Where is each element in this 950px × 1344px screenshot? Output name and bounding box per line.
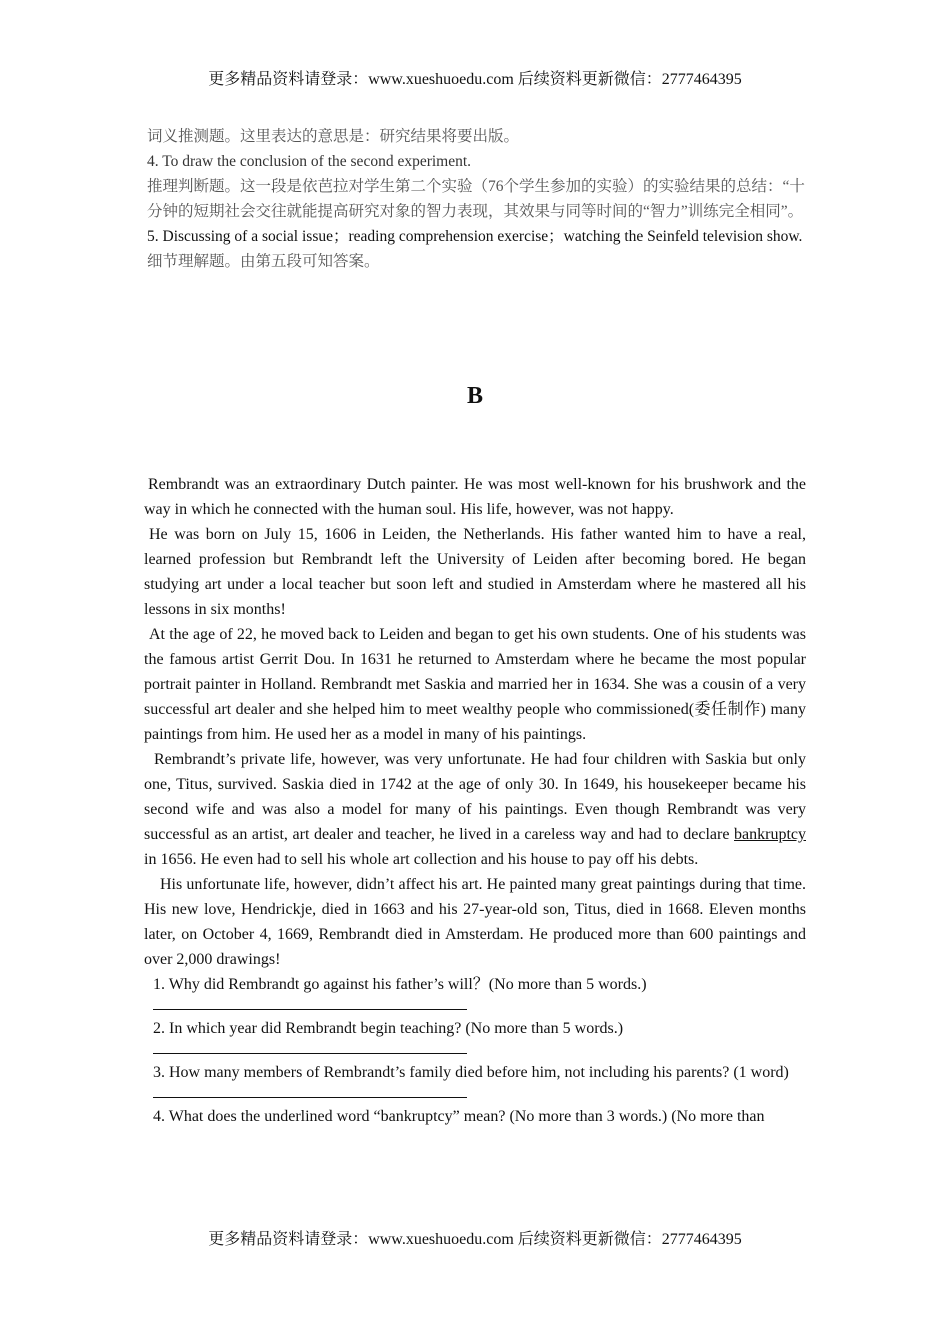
answer-line-1: 词义推测题。这里表达的意思是：研究结果将要出版。 bbox=[147, 128, 520, 145]
answer-blank-1[interactable] bbox=[153, 997, 467, 1010]
section-title: B bbox=[466, 383, 483, 409]
answer-4: 4. To draw the conclusion of the second experiment. bbox=[147, 153, 472, 170]
answer-5: 5. Discussing of a social issue；reading comprehension exercise；watching the Seinfeld television show. bbox=[147, 228, 803, 245]
question-2: 2. In which year did Rembrandt begin teaching? (No more than 5 words.) bbox=[153, 1020, 624, 1037]
answer-5-explanation: 细节理解题。由第五段可知答案。 bbox=[147, 253, 380, 270]
answer-explanations bbox=[147, 124, 807, 274]
question-4: 4. What does the underlined word “bankruptcy” mean? (No more than 3 words.) (No more than bbox=[153, 1108, 765, 1125]
question-1: 1. Why did Rembrandt go against his father’s will？(No more than 5 words.) bbox=[153, 976, 647, 993]
underlined-word-bankruptcy: bankruptcy bbox=[734, 826, 806, 843]
answer-4-explanation: 推理判断题。这一段是依芭拉对学生第二个实验（76个学生参加的实验）的实验结果的总结：“十分钟的短期社会交往就能提高研究对象的智力表现，其效果与同等时间的“智力”训练完全相同”。 bbox=[147, 178, 805, 220]
reading-passage bbox=[144, 472, 806, 1129]
paragraph-4-text-b: in 1656. He even had to sell his whole art collection and his house to pay off his debts. bbox=[144, 851, 699, 868]
answer-blank-2[interactable] bbox=[153, 1041, 467, 1054]
paragraph-4-text-a: Rembrandt’s private life, however, was very unfortunate. He had four children with Saskia but only one, Titus, survived. Saskia died in 1742 at the age of only 30. In 1649, his housekeeper became his second wife and was also a model for many of his paintings. Even though Rembrandt was very successful as an artist, art dealer and teacher, he lived in a careless way and had to declare bbox=[144, 751, 806, 843]
question-3: 3. How many members of Rembrandt’s family died before him, not including his parents? (1 word) bbox=[153, 1064, 789, 1081]
paragraph-3: At the age of 22, he moved back to Leiden and began to get his own students. One of his students was the famous artist Gerrit Dou. In 1631 he returned to Amsterdam where he became the most popular portrait painter in Holland. Rembrandt met Saskia and married her in 1634. She was a cousin of a very successful art dealer and she helped him to meet wealthy people who commissioned(委任制作) many paintings from him. He used her as a model in many of his paintings. bbox=[144, 626, 806, 743]
paragraph-1: Rembrandt was an extraordinary Dutch painter. He was most well-known for his brushwork and the way in which he connected with the human soul. His life, however, was not happy. bbox=[144, 476, 806, 518]
answer-blank-3[interactable] bbox=[153, 1085, 467, 1098]
page-header: 更多精品资料请登录：www.xueshuoedu.com 后续资料更新微信：2777464395 bbox=[208, 71, 742, 88]
paragraph-4 bbox=[144, 747, 806, 872]
paragraph-5: His unfortunate life, however, didn’t affect his art. He painted many great paintings during that time. His new love, Hendrickje, died in 1663 and his 27-year-old son, Titus, died in 1668. Eleven months later, on October 4, 1669, Rembrandt died in Amsterdam. He produced more than 600 paintings and over 2,000 drawings! bbox=[144, 876, 806, 968]
page-footer: 更多精品资料请登录：www.xueshuoedu.com 后续资料更新微信：2777464395 bbox=[208, 1231, 742, 1248]
paragraph-2: He was born on July 15, 1606 in Leiden, the Netherlands. His father wanted him to have a real, learned profession but Rembrandt left the University of Leiden after becoming bored. He began studying art under a local teacher but soon left and studied in Amsterdam where he mastered all his lessons in six months! bbox=[144, 526, 806, 618]
